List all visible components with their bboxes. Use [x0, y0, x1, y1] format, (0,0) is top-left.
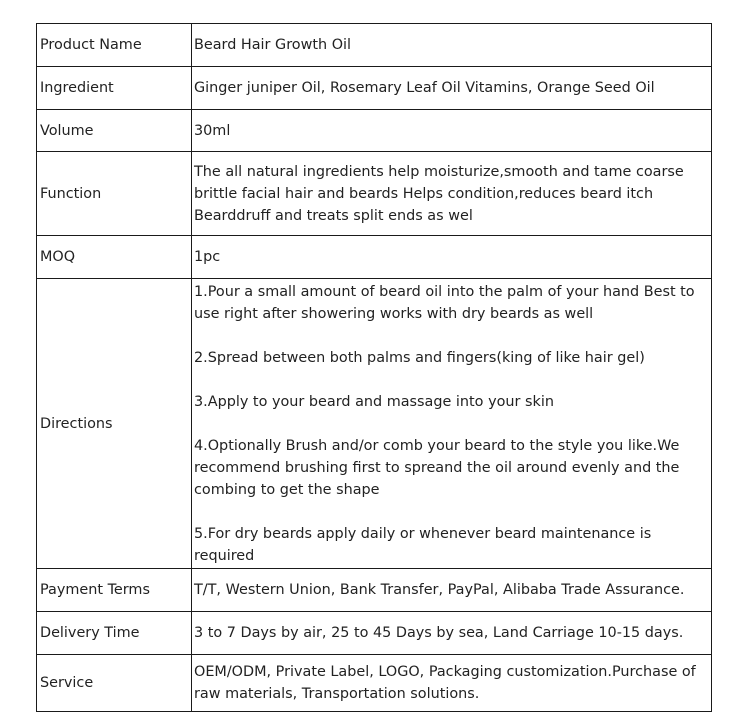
table-row-directions: [37, 279, 712, 569]
payment-terms-value: T/T, Western Union, Bank Transfer, PayPal, Alibaba Trade Assurance.: [192, 569, 712, 612]
direction-step-3: 3.Apply to your beard and massage into your skin: [194, 393, 554, 410]
ingredient-value: Ginger juniper Oil, Rosemary Leaf Oil Vitamins, Orange Seed Oil: [192, 67, 712, 110]
payment-terms-label: Payment Terms: [37, 569, 192, 612]
product-spec-table: [36, 23, 712, 712]
volume-label: Volume: [37, 110, 192, 152]
directions-label: Directions: [37, 279, 192, 569]
moq-label: MOQ: [37, 236, 192, 279]
function-value: The all natural ingredients help moisturize,smooth and tame coarse brittle facial hair and beards Helps condition,reduces beard itch Bearddruff and treats split ends as wel: [192, 152, 712, 236]
product-name-label: Product Name: [37, 24, 192, 67]
delivery-time-value: 3 to 7 Days by air, 25 to 45 Days by sea, Land Carriage 10-15 days.: [192, 612, 712, 655]
table-row-payment-terms: [37, 569, 712, 612]
service-value: OEM/ODM, Private Label, LOGO, Packaging customization.Purchase of raw materials, Transportation solutions.: [192, 655, 712, 712]
direction-step-4: 4.Optionally Brush and/or comb your beard to the style you like.We recommend brushing first to spreand the oil around evenly and the combing to get the shape: [194, 437, 680, 498]
delivery-time-label: Delivery Time: [37, 612, 192, 655]
table-row-function: [37, 152, 712, 236]
table-row-ingredient: [37, 67, 712, 110]
product-name-value: Beard Hair Growth Oil: [192, 24, 712, 67]
moq-value: 1pc: [192, 236, 712, 279]
direction-step-1: 1.Pour a small amount of beard oil into the palm of your hand Best to use right after showering works with dry beards as well: [194, 283, 695, 322]
table-row-product-name: [37, 24, 712, 67]
function-label: Function: [37, 152, 192, 236]
table-row-volume: [37, 110, 712, 152]
volume-value: 30ml: [192, 110, 712, 152]
table-row-delivery-time: [37, 612, 712, 655]
table-row-service: [37, 655, 712, 712]
table-row-moq: [37, 236, 712, 279]
service-label: Service: [37, 655, 192, 712]
directions-value: [192, 279, 712, 569]
direction-step-2: 2.Spread between both palms and fingers(king of like hair gel): [194, 349, 645, 366]
ingredient-label: Ingredient: [37, 67, 192, 110]
direction-step-5: 5.For dry beards apply daily or whenever beard maintenance is required: [194, 525, 652, 564]
